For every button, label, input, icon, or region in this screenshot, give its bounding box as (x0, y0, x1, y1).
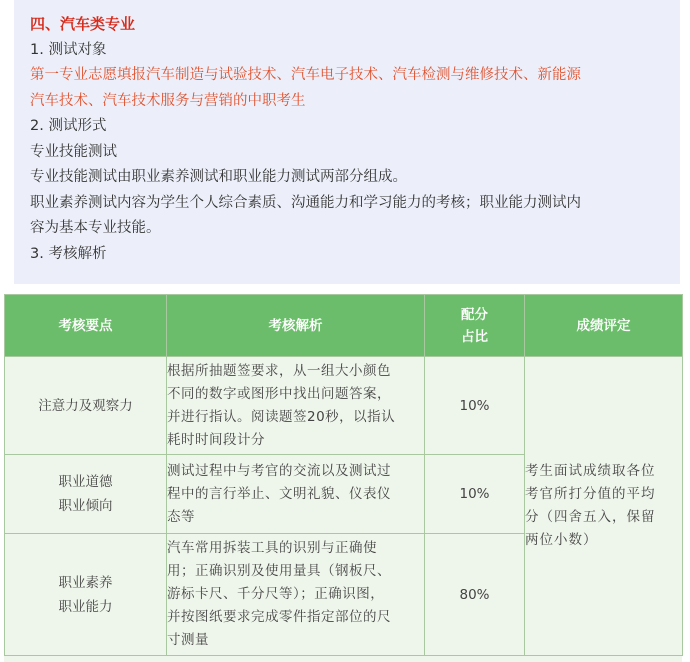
row1-analysis (167, 357, 425, 455)
row3-analysis-line4: 并按图纸要求完成零件指定部位的尺 (167, 609, 391, 625)
row2-analysis-line2: 程中的言行举止、文明礼貌、仪表仪 (167, 485, 391, 502)
assessment-table-container (4, 294, 682, 662)
row3-analysis-line1: 汽车常用拆装工具的识别与正确使 (167, 540, 377, 556)
test-content-line2: 容为基本专业技能。 (30, 220, 161, 236)
row2-point (5, 455, 167, 534)
score-rating-cell (525, 357, 683, 656)
row2-analysis (167, 455, 425, 534)
row3-analysis-line5: 寸测量 (167, 632, 209, 648)
test-form-description: 专业技能测试由职业素养测试和职业能力测试两部分组成。 (30, 169, 407, 185)
row3-ratio: 80% (425, 534, 525, 656)
row2-analysis-line3: 态等 (167, 508, 195, 525)
row3-analysis-line2: 用；正确识别及使用量具（钢板尺、 (167, 563, 391, 579)
test-content-line1: 职业素养测试内容为学生个人综合素质、沟通能力和学习能力的考核；职业能力测试内 (30, 194, 581, 211)
header-score-rating: 成绩评定 (525, 295, 683, 357)
intro-panel (14, 0, 680, 284)
test-target-text-line1: 第一专业志愿填报汽车制造与试验技术、汽车电子技术、汽车检测与维修技术、新能源 (30, 67, 581, 83)
header-score-ratio (425, 295, 525, 357)
header-ratio-line2: 占比 (461, 328, 488, 345)
row2-analysis-line1: 测试过程中与考官的交流以及测试过 (167, 462, 391, 479)
header-assessment-analysis: 考核解析 (167, 295, 425, 357)
header-ratio-line1: 配分 (461, 306, 488, 323)
row2-point-line2: 职业倾向 (58, 498, 113, 514)
rating-line2: 考官所打分值的平均 (525, 486, 656, 502)
item-heading-test-form: 2. 测试形式 (30, 118, 107, 134)
row2-point-line1: 职业道德 (58, 474, 113, 490)
header-assessment-point: 考核要点 (5, 295, 167, 357)
row2-ratio: 10% (425, 455, 525, 534)
row1-ratio: 10% (425, 357, 525, 455)
row1-analysis-line4: 耗时时间段计分 (167, 431, 265, 448)
test-target-text-line2: 汽车技术、汽车技术服务与营销的中职考生 (30, 92, 306, 109)
section-title: 四、汽车类专业 (30, 15, 136, 33)
row1-analysis-line2: 不同的数字或图形中找出问题答案， (167, 385, 391, 402)
assessment-table (4, 294, 683, 656)
rating-line3: 分（四舍五入，保留 (525, 509, 656, 525)
table-header-row (5, 295, 683, 357)
table-row (5, 357, 683, 455)
rating-line1: 考生面试成绩取各位 (525, 463, 656, 479)
row3-point (5, 534, 167, 656)
row1-analysis-line1: 根据所抽题签要求，从一组大小颜色 (167, 362, 391, 379)
row3-point-line2: 职业能力 (58, 598, 113, 615)
row3-analysis (167, 534, 425, 656)
item-heading-test-target: 1. 测试对象 (30, 41, 107, 58)
row3-analysis-line3: 游标卡尺、千分尺等）；正确识图， (167, 586, 385, 602)
item-heading-analysis: 3. 考核解析 (30, 245, 107, 262)
row3-point-line1: 职业素养 (58, 574, 113, 591)
rating-line4: 两位小数） (525, 532, 598, 548)
row1-analysis-line3: 并进行指认。阅读题签20秒，以指认 (167, 408, 396, 425)
row1-point (5, 357, 167, 455)
row1-point-line1: 注意力及观察力 (38, 397, 133, 414)
test-form-name: 专业技能测试 (30, 143, 117, 160)
